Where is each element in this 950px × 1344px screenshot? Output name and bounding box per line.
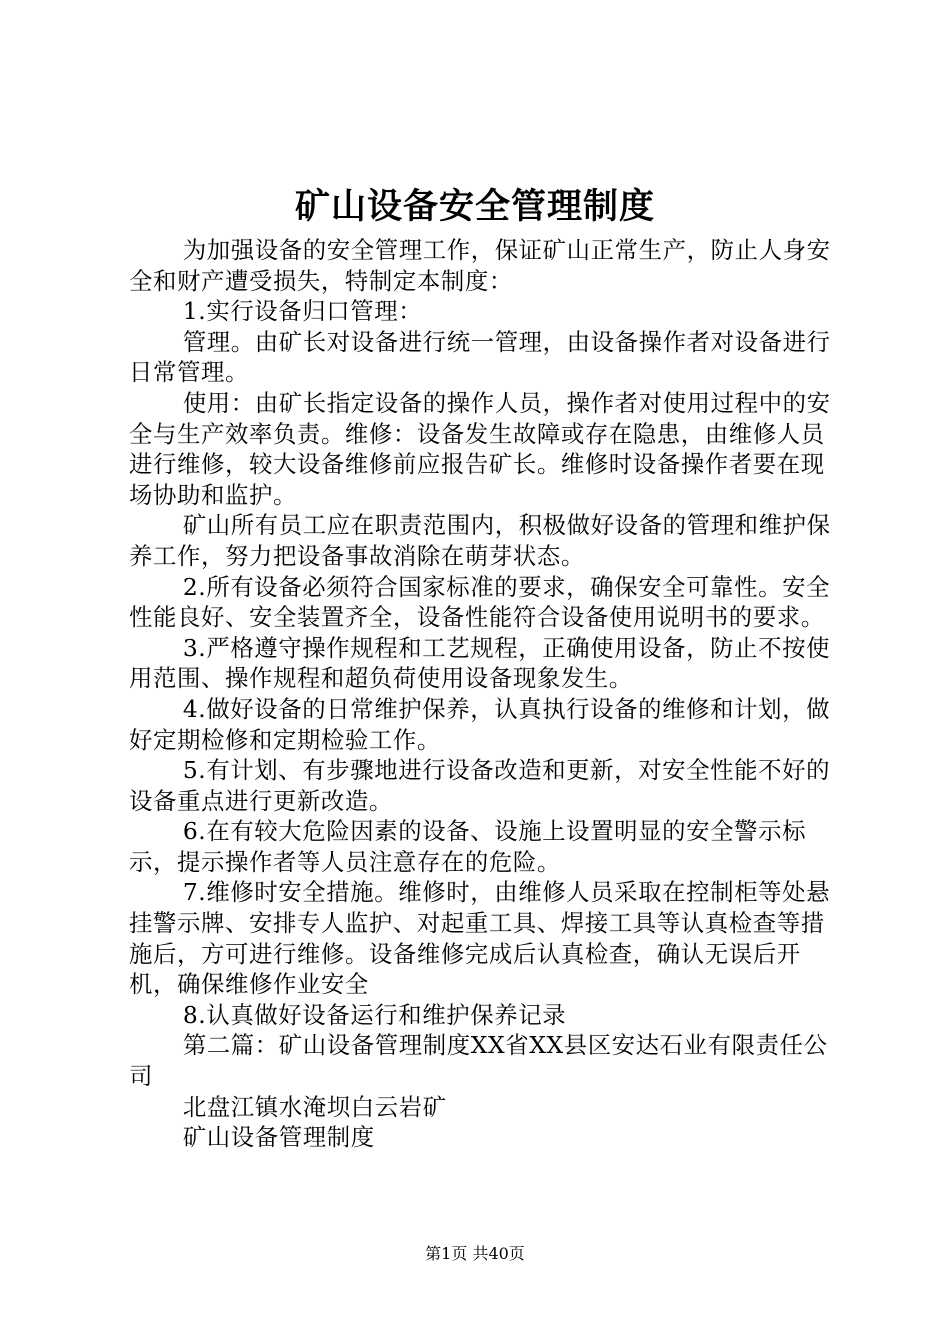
paragraph-item-7: 7.维修时安全措施。维修时，由维修人员采取在控制柜等处悬挂警示牌、安排专人监护、对起重工具、焊接工具等认真检查等措施后，方可进行维修。设备维修完成后认真检查，确认无误后开机，确保维修作业安全 xyxy=(129,878,831,999)
paragraph-management: 管理。由矿长对设备进行统一管理，由设备操作者对设备进行日常管理。 xyxy=(129,327,831,387)
paragraph-item-5: 5.有计划、有步骤地进行设备改造和更新，对安全性能不好的设备重点进行更新改造。 xyxy=(129,756,831,815)
paragraph-item-8: 8.认真做好设备运行和维护保养记录 xyxy=(182,1000,567,1029)
paragraph-item-3: 3.严格遵守操作规程和工艺规程，正确使用设备，防止不按使用范围、操作规程和超负荷使用设备现象发生。 xyxy=(129,633,831,693)
paragraph-item-4: 4.做好设备的日常维护保养，认真执行设备的维修和计划，做好定期检修和定期检验工作。 xyxy=(129,694,831,754)
paragraph-item-1: 1.实行设备归口管理： xyxy=(182,297,423,326)
page-footer: 第1页 共40页 xyxy=(425,1244,525,1263)
paragraph-usage-repair: 使用：由矿长指定设备的操作人员，操作者对使用过程中的安全与生产效率负责。维修：设备发生故障或存在隐患，由维修人员进行维修，较大设备维修前应报告矿长。维修时设备操作者要在现场协助和监护。 xyxy=(129,388,831,509)
paragraph-staff-duty: 矿山所有员工应在职责范围内，积极做好设备的管理和维护保养工作，努力把设备事故消除在萌芽状态。 xyxy=(129,511,831,570)
paragraph-intro: 为加强设备的安全管理工作，保证矿山正常生产，防止人身安全和财产遭受损失，特制定本制度： xyxy=(129,236,831,295)
document-title: 矿山设备安全管理制度 xyxy=(294,186,655,227)
paragraph-subtitle: 矿山设备管理制度 xyxy=(182,1123,375,1152)
paragraph-item-2: 2.所有设备必须符合国家标准的要求，确保安全可靠性。安全性能良好、安全装置齐全，设备性能符合设备使用说明书的要求。 xyxy=(129,572,831,632)
paragraph-mine-name: 北盘江镇水淹坝白云岩矿 xyxy=(182,1092,447,1121)
paragraph-section-2-heading: 第二篇：矿山设备管理制度XX省XX县区安达石业有限责任公司 xyxy=(129,1031,828,1091)
paragraph-item-6: 6.在有较大危险因素的设备、设施上设置明显的安全警示标示，提示操作者等人员注意存在的危险。 xyxy=(129,817,807,876)
document-body xyxy=(129,235,834,1153)
